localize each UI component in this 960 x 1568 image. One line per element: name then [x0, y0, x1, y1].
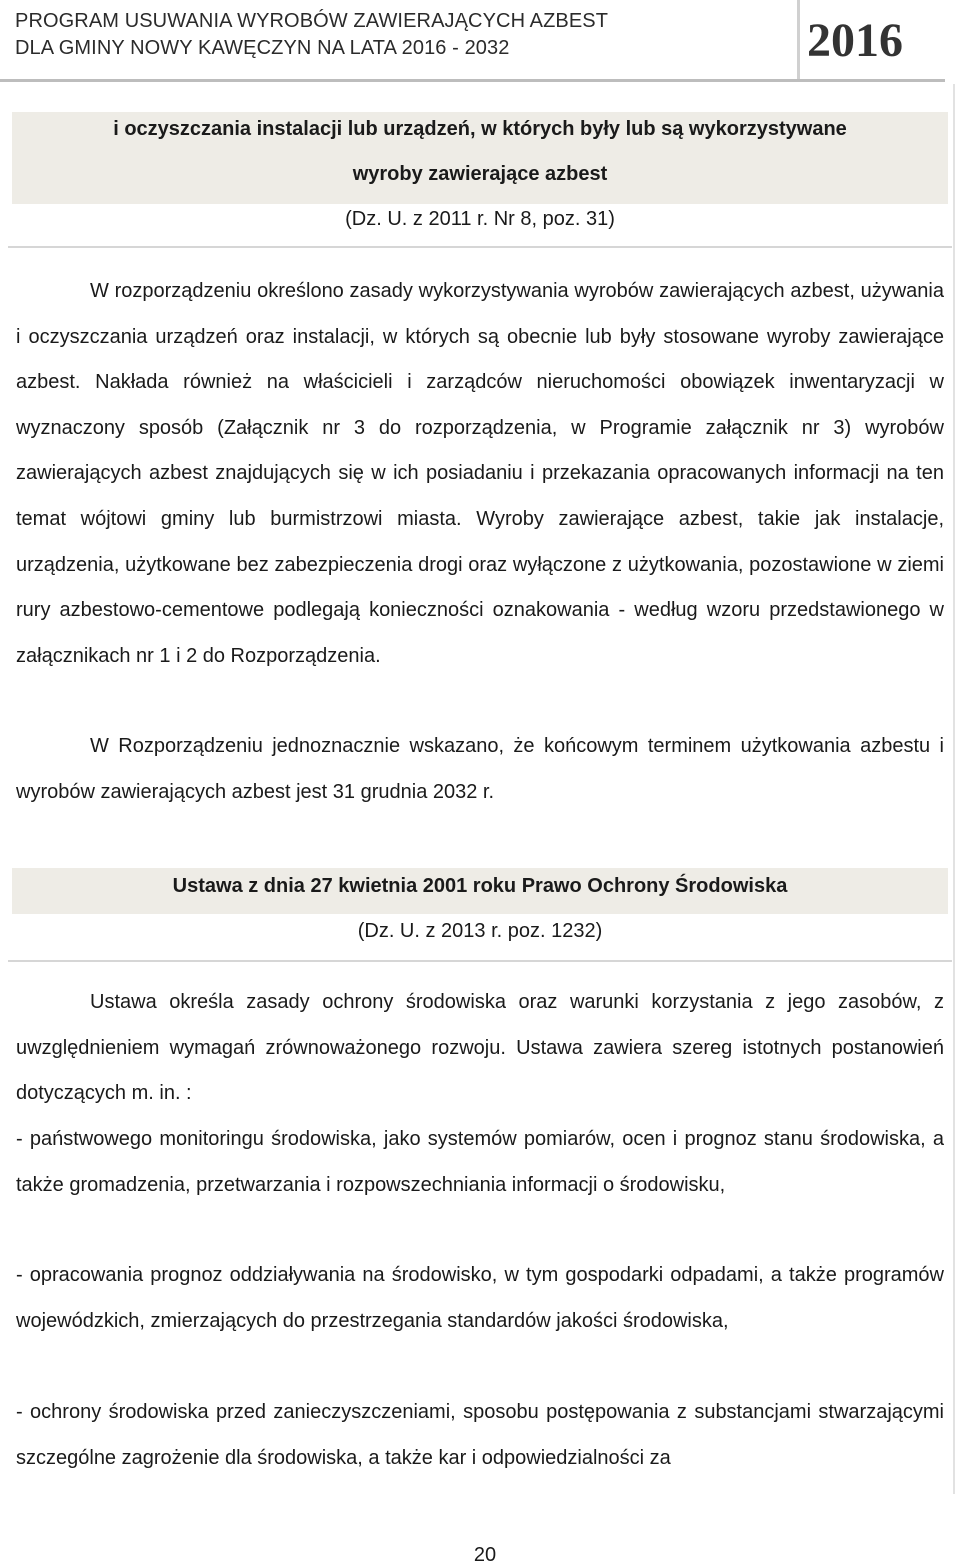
document-title-line1: PROGRAM USUWANIA WYROBÓW ZAWIERAJĄCYCH AZBEST [15, 10, 609, 32]
page-header [0, 0, 960, 84]
header-vertical-divider [797, 0, 800, 80]
document-title-line2: DLA GMINY NOWY KAWĘCZYN NA LATA 2016 - 2032 [15, 37, 510, 59]
section2-intro: Ustawa określa zasady ochrony środowiska oraz warunki korzystania z jego zasobów, z uwzględnieniem wymagań zrównoważonego rozwoju. Ustawa zawiera szereg istotnych postanowień dotyczących m. in. : [16, 991, 944, 1105]
section2-list-item: - ochrony środowiska przed zanieczyszczeniami, sposobu postępowania z substancjami stwarzającymi szczególne zagrożenie dla środowiska, a także kar i odpowiedzialności za [16, 1401, 944, 1469]
page-number: 20 [473, 1544, 497, 1566]
header-year: 2016 [807, 14, 903, 67]
section2-heading: Ustawa z dnia 27 kwietnia 2001 roku Prawo Ochrony Środowiska [172, 875, 788, 897]
section2-rule [8, 960, 952, 962]
section1-heading-line1: i oczyszczania instalacji lub urządzeń, w których były lub są wykorzystywane [113, 118, 847, 140]
section1-heading-line2: wyroby zawierające azbest [352, 163, 608, 185]
section1-citation: (Dz. U. z 2011 r. Nr 8, poz. 31) [345, 208, 615, 230]
section1-paragraph2: W Rozporządzeniu jednoznacznie wskazano, że końcowym terminem użytkowania azbestu i wyrobów zawierających azbest jest 31 grudnia 2032 r. [16, 735, 944, 803]
page-right-edge [953, 84, 955, 1494]
document-title [15, 8, 785, 62]
section1-rule [8, 246, 952, 248]
section2-list-item: - państwowego monitoringu środowiska, jako systemów pomiarów, ocen i prognoz stanu środowiska, a także gromadzenia, przetwarzania i rozpowszechniania informacji o środowisku, [16, 1128, 944, 1196]
header-horizontal-divider [0, 79, 945, 82]
section1-paragraph1: W rozporządzeniu określono zasady wykorzystywania wyrobów zawierających azbest, używania i oczyszczania urządzeń oraz instalacji, w których są obecnie lub były stosowane wyroby zawierające azbest. Nakłada również na właścicieli i zarządców nieruchomości obowiązek inwentaryzacji w wyznaczony sposób (Załącznik nr 3 do rozporządzenia, w Programie załącznik nr 3) wyrobów zawierających azbest znajdujących się w ich posiadaniu i przekazania opracowanych informacji na ten temat wójtowi gminy lub burmistrzowi miasta. Wyroby zawierające azbest, takie jak instalacje, urządzenia, użytkowane bez zabezpieczenia drogi oraz wyłączone z użytkowania, pozostawione w ziemi rury azbestowo-cementowe podlegają konieczności oznakowania - według wzoru przedstawionego w załącznikach nr 1 i 2 do Rozporządzenia. [16, 280, 944, 667]
section2-list-item: - opracowania prognoz oddziaływania na środowisko, w tym gospodarki odpadami, a także programów wojewódzkich, zmierzających do przestrzegania standardów jakości środowiska, [16, 1264, 944, 1332]
section2-citation: (Dz. U. z 2013 r. poz. 1232) [357, 920, 603, 942]
